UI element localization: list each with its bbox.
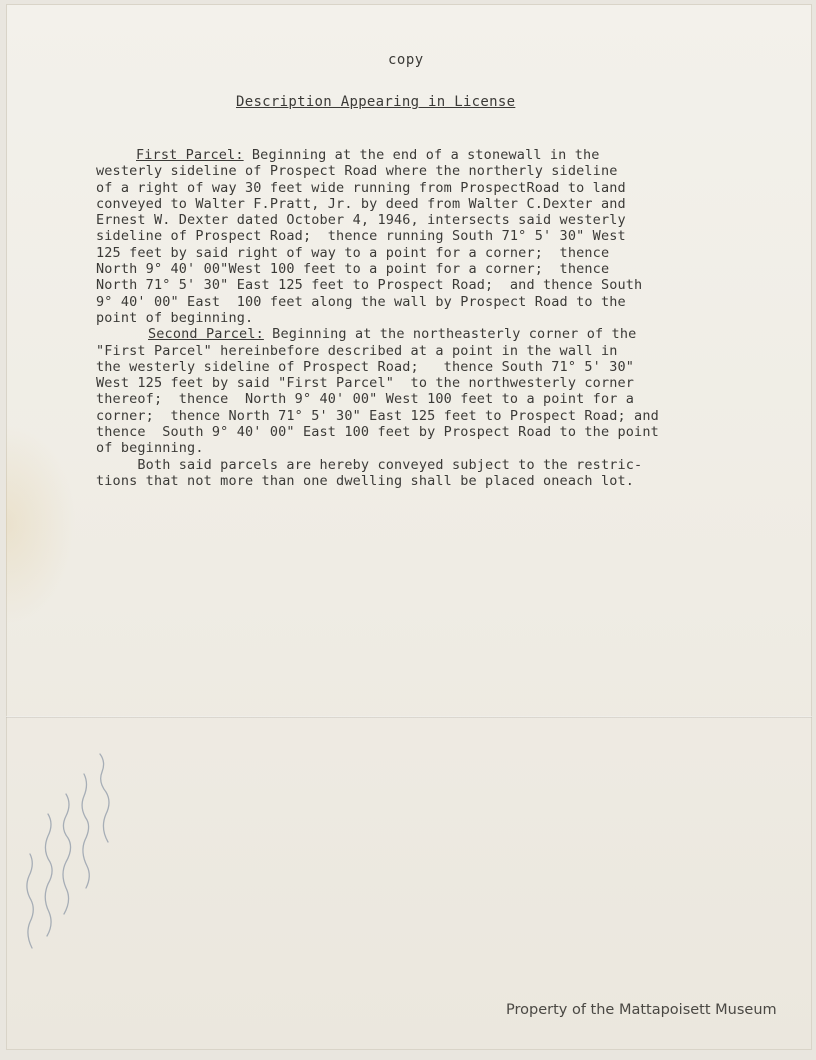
copy-mark: copy [388,52,424,68]
first-parcel-line-1: First Parcel: Beginning at the end of a stonewall in the [136,147,600,163]
text-line: of beginning. [96,440,204,457]
second-parcel-line-1: Second Parcel: Beginning at the northeasterly corner of the [148,326,637,343]
pencil-notation-mark [14,744,124,1004]
text-line: North 71° 5' 30" East 125 feet to Prospect Road; and thence South [96,277,643,294]
paper-fold-line [6,716,812,718]
text-line: tions that not more than one dwelling shall be placed oneach lot. [96,472,635,489]
text-line: Ernest W. Dexter dated October 4, 1946, intersects said westerly [96,212,626,229]
museum-watermark: Property of the Mattapoisett Museum [506,1002,777,1018]
text-line: westerly sideline of Prospect Road where the northerly sideline [96,163,618,180]
document-page [6,4,812,1050]
text-line: 125 feet by said right of way to a point for a corner; thence [96,244,610,261]
text-line: of a right of way 30 feet wide running from ProspectRoad to land [96,179,626,196]
text-line: "First Parcel" hereinbefore described at a point in the wall in [96,342,618,359]
text-line: the westerly sideline of Prospect Road; thence South 71° 5' 30" [96,358,635,375]
second-parcel-label: Second Parcel: [148,326,264,343]
text-line: sideline of Prospect Road; thence running South 71° 5' 30" West [96,228,626,245]
text-line: point of beginning. [96,309,254,326]
text-line: Both said parcels are hereby conveyed subject to the restric- [96,456,643,473]
text-line: West 125 feet by said "First Parcel" to the northwesterly corner [96,375,635,392]
text-line: thence South 9° 40' 00" East 100 feet by Prospect Road to the point [96,424,659,441]
text-line: 9° 40' 00" East 100 feet along the wall by Prospect Road to the [96,293,626,310]
text-line: conveyed to Walter F.Pratt, Jr. by deed from Walter C.Dexter and [96,195,626,212]
license-description [96,147,756,489]
text-line: thereof; thence North 9° 40' 00" West 100 feet to a point for a [96,391,635,408]
text-line: North 9° 40' 00"West 100 feet to a point for a corner; thence [96,261,610,278]
paper-stain [6,424,76,624]
document-heading: Description Appearing in License [236,94,516,110]
first-parcel-label: First Parcel: [136,147,244,163]
text-line: corner; thence North 71° 5' 30" East 125 feet to Prospect Road; and [96,407,659,424]
